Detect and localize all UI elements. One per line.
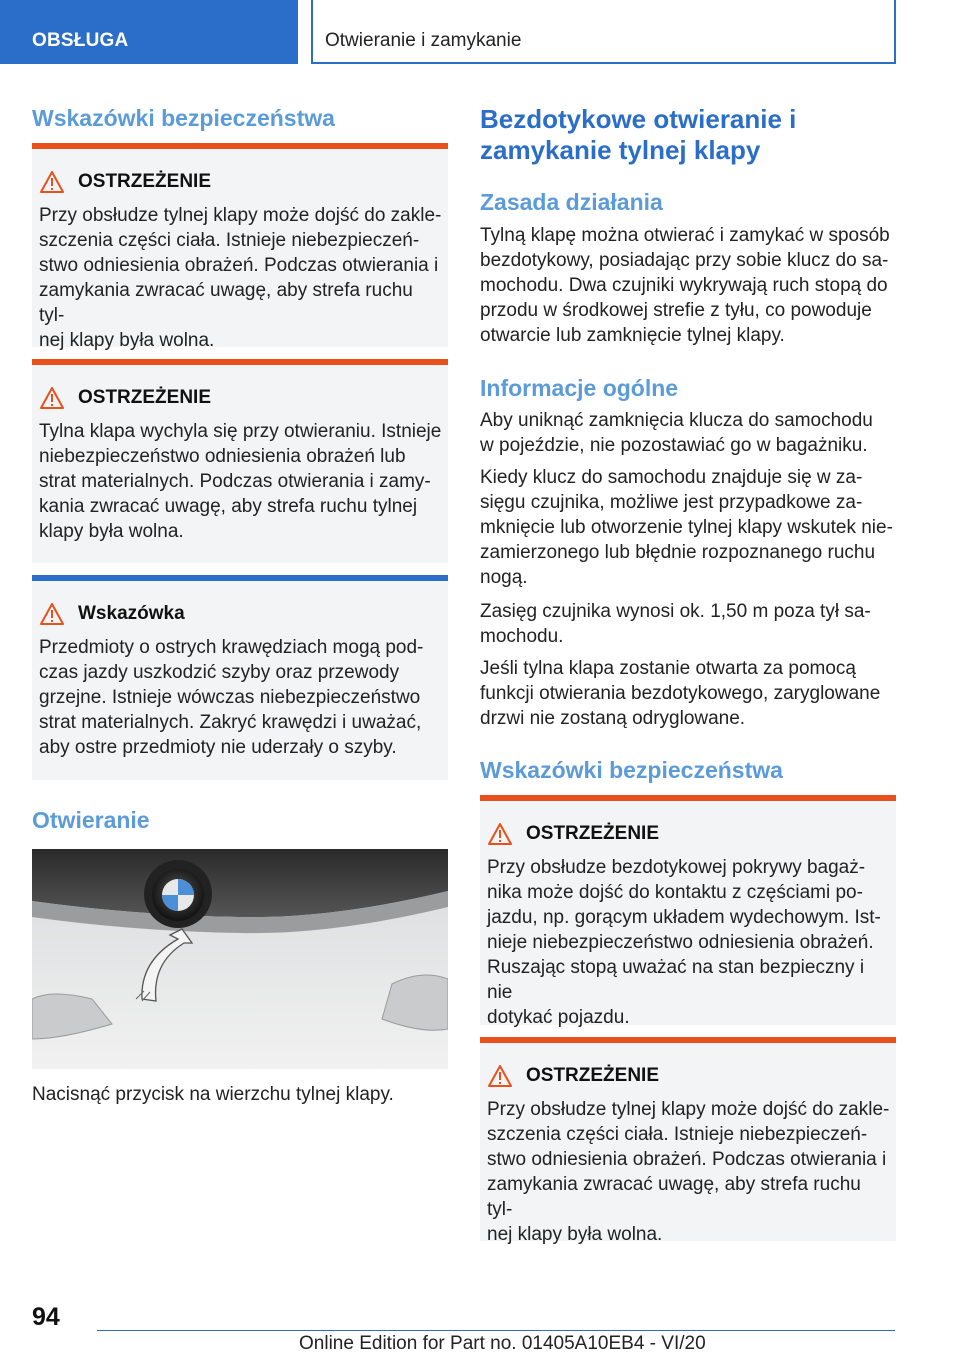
- notice-bar: [32, 575, 448, 581]
- tailgate-illustration-graphic: [32, 849, 448, 1069]
- warning-title: OSTRZEŻENIE: [526, 1065, 660, 1086]
- text-line: Zasięg czujnika wynosi ok. 1,50 m poza tył sa-: [480, 601, 871, 622]
- text-line: grzejne. Istnieje wówczas niebezpieczeństwo: [39, 687, 421, 708]
- text-line: nej klapy była wolna.: [487, 1224, 663, 1245]
- text-line: Tylną klapę można otwierać i zamykać w sposób: [480, 225, 890, 246]
- notice-box: [32, 575, 448, 780]
- text-line: Przy obsłudze tylnej klapy może dojść do zakle-: [39, 205, 442, 226]
- text-line: mochodu. Dwa czujniki wykrywają ruch stopą do: [480, 275, 888, 296]
- text-line: mochodu.: [480, 626, 564, 647]
- text-line: Przy obsłudze bezdotykowej pokrywy bagaż-: [487, 857, 866, 878]
- section-tab: [0, 0, 298, 64]
- text-line: zamierzonego lub błędnie rozpoznanego ruchu: [480, 542, 876, 563]
- chapter-header: [311, 0, 896, 64]
- warning-box-2: [32, 359, 448, 563]
- text-line: Aby uniknąć zamknięcia klucza do samochodu: [480, 410, 873, 431]
- title-line: zamykanie tylnej klapy: [480, 135, 761, 165]
- text-line: strat materialnych. Podczas otwierania i zamy-: [39, 471, 431, 492]
- tailgate-button-illustration: [32, 849, 448, 1069]
- general-paragraph-4: [480, 656, 880, 731]
- text-line: stwo odniesienia obrażeń. Podczas otwierania i: [39, 255, 439, 276]
- section-title: OBSŁUGA: [32, 30, 129, 51]
- notice-triangle-icon: [40, 603, 64, 625]
- footer-divider: [97, 1330, 895, 1331]
- text-line: dotykać pojazdu.: [487, 1007, 630, 1028]
- text-line: niebezpieczeństwo odniesienia obrażeń lub: [39, 446, 406, 467]
- text-line: przodu w środkowej strefie z tyłu, co powoduje: [480, 300, 872, 321]
- warning-triangle-icon: [488, 1065, 512, 1087]
- text-line: czas jazdy uszkodzić szyby oraz przewody: [39, 662, 400, 683]
- text-line: Przedmioty o ostrych krawędziach mogą pod-: [39, 637, 424, 658]
- text-line: klapy była wolna.: [39, 521, 184, 542]
- text-line: jazdu, np. gorącym układem wydechowym. Ist-: [487, 907, 881, 928]
- text-line: drzwi nie zostaną odryglowane.: [480, 708, 746, 729]
- text-line: strat materialnych. Zakryć krawędzi i uważać,: [39, 712, 422, 733]
- warning-box-4: [480, 1037, 896, 1245]
- text-line: Jeśli tylna klapa zostanie otwarta za pomocą: [480, 658, 856, 679]
- text-line: szczenia części ciała. Istnieje niebezpieczeń-: [487, 1124, 868, 1145]
- page-number: 94: [32, 1303, 60, 1331]
- warning-triangle-icon: [40, 171, 64, 193]
- general-paragraph-2: [480, 465, 893, 590]
- warning-text: [39, 203, 442, 353]
- title-line: Bezdotykowe otwieranie i: [480, 104, 797, 134]
- warning-bar: [480, 1037, 896, 1043]
- warning-box-1: [32, 143, 448, 351]
- warning-text: [39, 419, 442, 544]
- warning-triangle-icon: [488, 823, 512, 845]
- text-line: nika może dojść do kontaktu z częściami po-: [487, 882, 863, 903]
- notice-text: [39, 635, 442, 760]
- text-line: sięgu czujnika, możliwe jest przypadkowe za-: [480, 492, 863, 513]
- text-line: Ruszając stopą uważać na stan bezpieczny i nie: [487, 957, 865, 1003]
- warning-triangle-icon: [40, 387, 64, 409]
- text-line: nej klapy była wolna.: [39, 330, 215, 351]
- text-line: kania zwracać uwagę, aby strefa ruchu tylnej: [39, 496, 418, 517]
- main-title: [480, 104, 796, 166]
- heading-general: Informacje ogólne: [480, 375, 679, 401]
- heading-safety-right: Wskazówki bezpieczeństwa: [480, 757, 783, 783]
- warning-bar: [32, 143, 448, 149]
- warning-text: [487, 1097, 890, 1247]
- text-line: funkcji otwierania bezdotykowego, zaryglowane: [480, 683, 881, 704]
- warning-title: OSTRZEŻENIE: [78, 171, 212, 192]
- text-line: Kiedy klucz do samochodu znajduje się w za-: [480, 467, 863, 488]
- warning-bar: [32, 359, 448, 365]
- general-paragraph-1: [480, 408, 873, 458]
- text-line: Tylna klapa wychyla się przy otwieraniu. Istnieje: [39, 421, 442, 442]
- text-line: Przy obsłudze tylnej klapy może dojść do zakle-: [487, 1099, 890, 1120]
- heading-safety-left: Wskazówki bezpieczeństwa: [32, 105, 335, 131]
- text-line: stwo odniesienia obrażeń. Podczas otwierania i: [487, 1149, 887, 1170]
- text-line: nieje niebezpieczeństwo odniesienia obrażeń.: [487, 932, 874, 953]
- chapter-title: Otwieranie i zamykanie: [325, 30, 522, 51]
- warning-bar: [480, 795, 896, 801]
- general-paragraph-3: [480, 599, 871, 649]
- warning-title: OSTRZEŻENIE: [526, 823, 660, 844]
- heading-principle: Zasada działania: [480, 189, 663, 215]
- footer-edition: Online Edition for Part no. 01405A10EB4 - VI/20: [299, 1333, 706, 1354]
- text-line: w pojeździe, nie pozostawiać go w bagażniku.: [480, 435, 868, 456]
- principle-paragraph: [480, 223, 890, 348]
- notice-title: Wskazówka: [78, 603, 185, 624]
- text-line: mknięcie lub otworzenie tylnej klapy wskutek nie-: [480, 517, 893, 538]
- text-line: szczenia części ciała. Istnieje niebezpieczeń-: [39, 230, 420, 251]
- text-line: bezdotykowy, posiadając przy sobie klucz do sa-: [480, 250, 889, 271]
- text-line: aby ostre przedmioty nie uderzały o szyby.: [39, 737, 397, 758]
- warning-text: [487, 855, 890, 1030]
- warning-title: OSTRZEŻENIE: [78, 387, 212, 408]
- illustration-caption: Nacisnąć przycisk na wierzchu tylnej klapy.: [32, 1084, 394, 1105]
- warning-box-3: [480, 795, 896, 1028]
- text-line: zamykania zwracać uwagę, aby strefa ruchu tyl-: [487, 1174, 861, 1220]
- text-line: zamykania zwracać uwagę, aby strefa ruchu tyl-: [39, 280, 413, 326]
- text-line: nogą.: [480, 567, 528, 588]
- text-line: otwarcie lub zamknięcie tylnej klapy.: [480, 325, 785, 346]
- heading-opening: Otwieranie: [32, 807, 150, 833]
